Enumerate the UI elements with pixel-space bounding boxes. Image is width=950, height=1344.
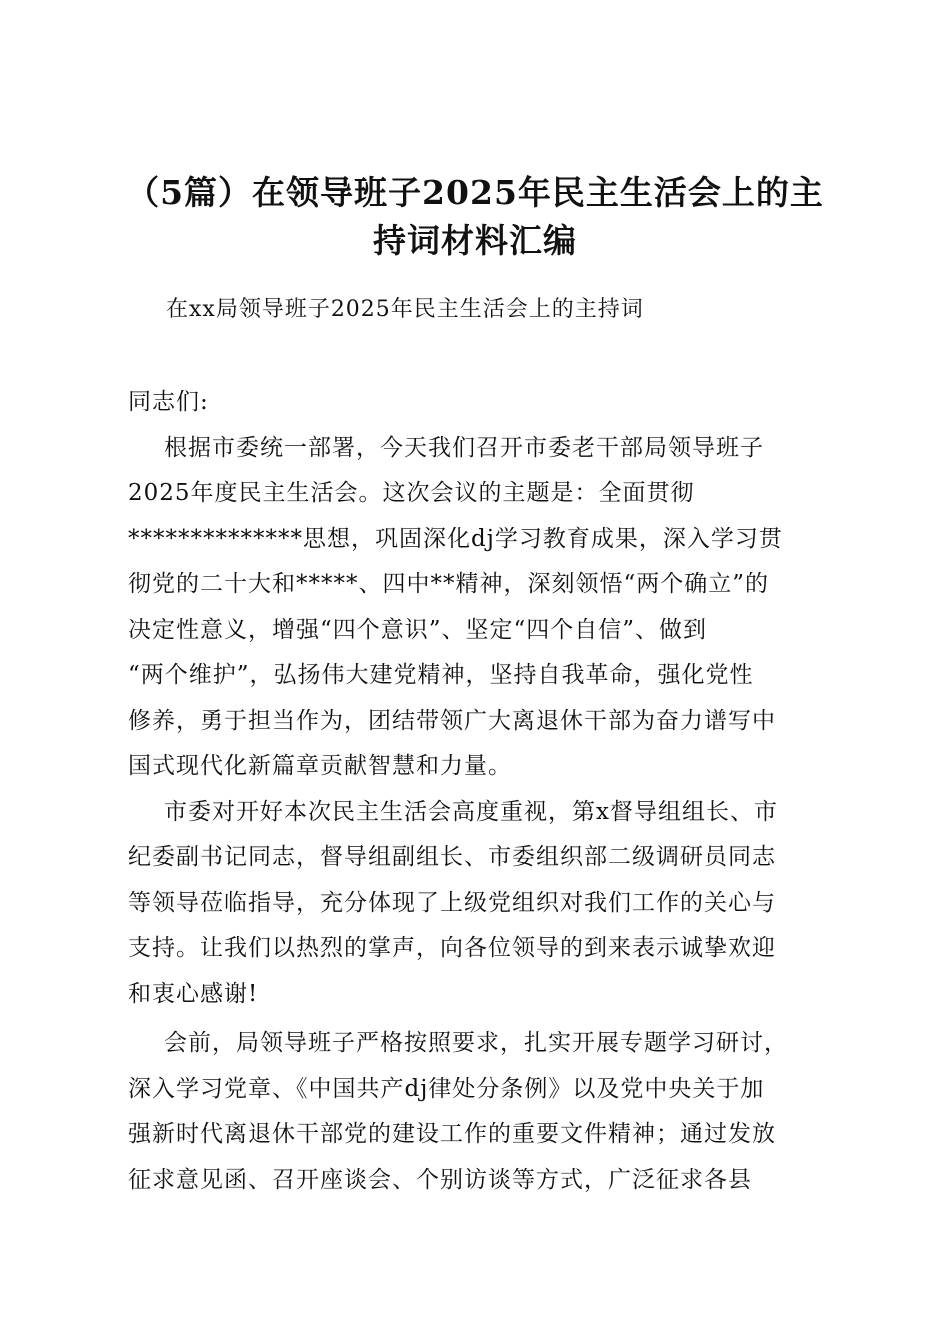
paragraph-line: 根据市委统一部署，今天我们召开市委老干部局领导班子 [164,434,764,461]
paragraph-line: 会前，局领导班子严格按照要求，扎实开展专题学习研讨， [164,1030,788,1056]
paragraph-line: 国式现代化新篇章贡献智慧和力量。 [128,753,512,779]
paragraph-line: 支持。让我们以热烈的掌声，向各位领导的到来表示诚挚欢迎 [128,935,776,961]
salutation: 同志们: [128,389,209,415]
document-title-line-2: 持词材料汇编 [373,221,577,260]
paragraph-line: 市委对开好本次民主生活会高度重视，第x督导组组长、市 [164,798,778,825]
paragraph [128,426,828,790]
document-body [128,380,828,1203]
paragraph-line: 决定性意义，增强“四个意识”、坚定“四个自信”、做到 [128,616,708,643]
paragraph-line: 2025年度民主生活会。这次会议的主题是：全面贯彻 [128,480,695,506]
paragraph-line: “两个维护”，弘扬伟大建党精神，坚持自我革命，强化党性 [128,662,754,688]
paragraph-line: **************思想，巩固深化dj学习教育成果，深入学习贯 [128,525,783,552]
paragraph-line: 征求意见函、召开座谈会、个别访谈等方式，广泛征求各县 [128,1166,752,1193]
paragraph-line: 深入学习党章、《中国共产dj律处分条例》以及党中央关于加 [128,1075,765,1102]
paragraph-line: 彻党的二十大和*****、四中**精神，深刻领悟“两个确立”的 [128,571,770,597]
document-title-line-1: （5篇）在领导班子2025年民主生活会上的主 [126,173,824,212]
document-subtitle: 在xx局领导班子2025年民主生活会上的主持词 [166,297,644,322]
paragraph-line: 强新时代离退休干部党的建设工作的重要文件精神；通过发放 [128,1121,776,1147]
paragraph [128,1021,828,1203]
paragraph [128,790,828,1018]
paragraph-line: 纪委副书记同志，督导组副组长、市委组织部二级调研员同志 [128,844,776,870]
paragraph-line: 修养，勇于担当作为，团结带领广大离退休干部为奋力谱写中 [128,707,776,734]
paragraph-line: 和衷心感谢! [128,980,259,1007]
paragraph-line: 等领导莅临指导，充分体现了上级党组织对我们工作的关心与 [128,889,776,916]
